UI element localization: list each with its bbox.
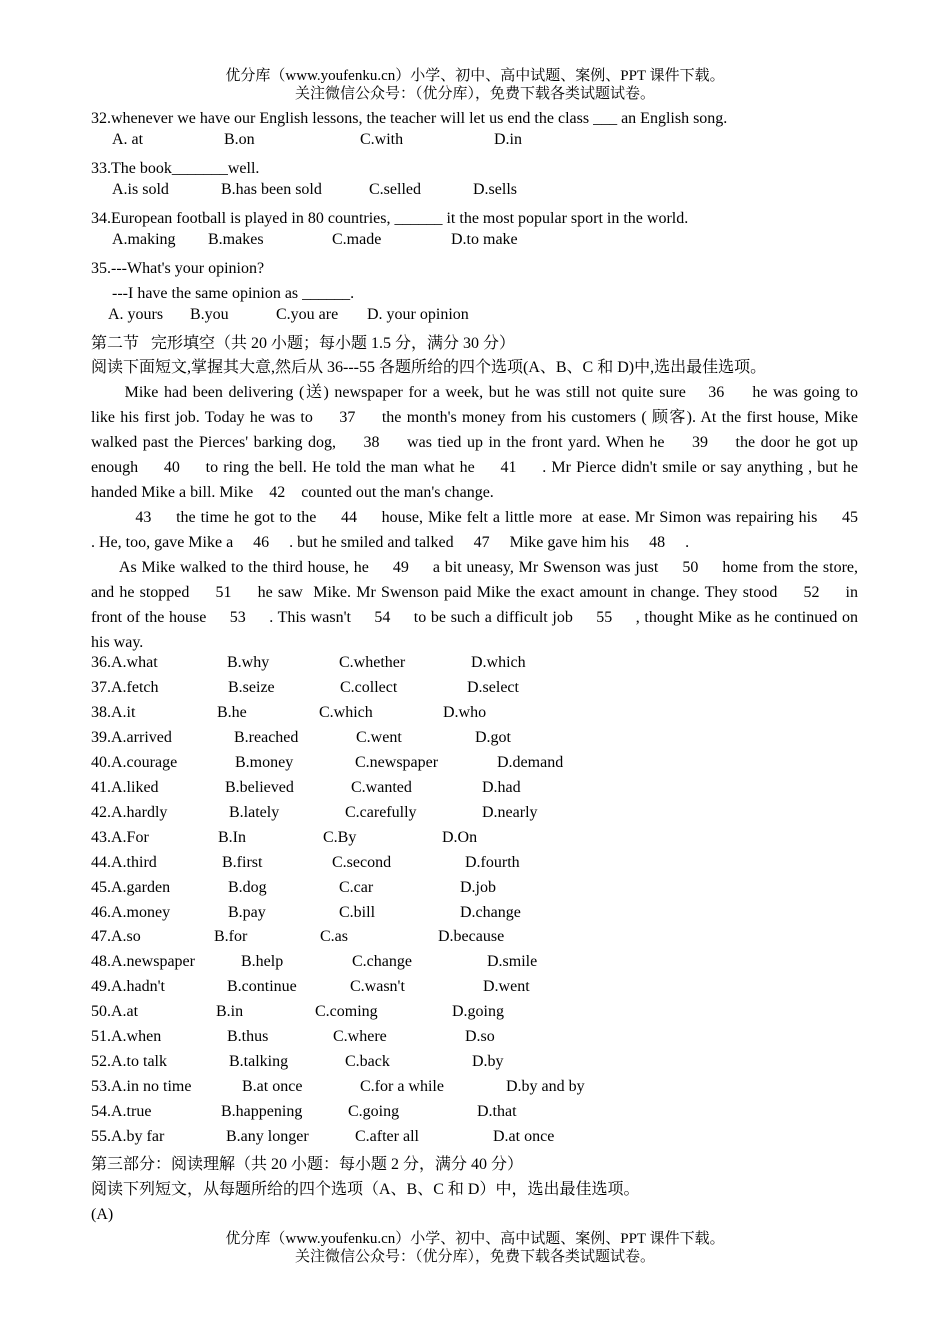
choice-q50-option-a: 50.A.at: [91, 1003, 139, 1021]
choice-q48-option-b: B.help: [241, 953, 284, 971]
q33-option-a: A.is sold: [112, 181, 169, 198]
q33-option-b: B.has been sold: [221, 181, 322, 198]
choice-q53-option-d: D.by and by: [506, 1078, 585, 1096]
choice-q40-option-c: C.newspaper: [355, 753, 439, 771]
q34-option-d: D.to make: [451, 231, 518, 248]
cloze-p2-line: . He, too, gave Mike a 46 . but he smiled and talked 47 Mike gave him his 48 .: [91, 534, 690, 551]
choice-q46-option-b: B.pay: [228, 903, 266, 921]
choice-q37-option-d: D.select: [467, 678, 519, 696]
q34-option-a: A.making: [112, 231, 176, 248]
choice-q41-option-c: C.wanted: [351, 778, 412, 796]
choice-q44-option-a: 44.A.third: [91, 853, 157, 871]
choice-q42-option-d: D.nearly: [482, 803, 538, 821]
choice-q38-option-d: D.who: [443, 703, 487, 721]
choice-q54-option-a: 54.A.true: [91, 1103, 152, 1121]
choice-q36-option-c: C.whether: [339, 654, 406, 671]
choice-q44-option-b: B.first: [222, 853, 263, 871]
q32-option-a: A. at: [112, 131, 144, 148]
choice-q40-option-a: 40.A.courage: [91, 753, 178, 771]
choice-q55-option-b: B.any longer: [226, 1128, 309, 1146]
choice-q44-option-c: C.second: [332, 853, 392, 871]
choice-q38-option-a: 38.A.it: [91, 703, 136, 721]
choice-q36-option-a: 36.A.what: [91, 654, 158, 671]
cloze-paragraph-3: [91, 555, 858, 655]
choice-q50-option-b: B.in: [216, 1003, 244, 1021]
choice-q45-option-a: 45.A.garden: [91, 878, 171, 896]
choice-q41-option-b: B.believed: [225, 778, 294, 796]
cloze-paragraph-1: [91, 380, 858, 505]
choice-q50-option-c: C.coming: [315, 1003, 378, 1021]
section-2-instruction: 阅读下面短文,掌握其大意,然后从 36---55 各题所给的四个选项(A、B、C 和 D)中,选出最佳选项。: [91, 359, 767, 376]
page-footer-line-2: 关注微信公众号：（优分库），免费下载各类试题试卷。: [294, 1249, 655, 1265]
choice-q47-option-c: C.as: [320, 928, 348, 946]
question-32-stem: 32.whenever we have our English lessons, the teacher will let us end the class ___ an English song.: [91, 110, 728, 127]
choice-q53-option-b: B.at once: [242, 1078, 303, 1096]
q35-option-a: A. yours: [108, 306, 164, 323]
cloze-p3-line: As Mike walked to the third house, he 49 a bit uneasy, Mr Swenson was just 50 home from the store,: [91, 559, 858, 576]
q35-option-d: D. your opinion: [367, 306, 469, 323]
q34-option-b: B.makes: [208, 231, 264, 248]
q33-option-d: D.sells: [473, 181, 517, 198]
page-header-line-2: 关注微信公众号：（优分库），免费下载各类试题试卷。: [294, 86, 655, 102]
choice-q55-option-a: 55.A.by far: [91, 1128, 165, 1146]
choice-q39-option-a: 39.A.arrived: [91, 728, 172, 746]
choice-q54-option-d: D.that: [477, 1103, 517, 1121]
choice-q43-option-d: D.On: [442, 828, 478, 846]
choice-q43-option-c: C.By: [323, 828, 357, 846]
q32-option-d: D.in: [494, 131, 522, 148]
q32-option-b: B.on: [224, 131, 255, 148]
choice-q43-option-a: 43.A.For: [91, 828, 149, 846]
choice-q41-option-d: D.had: [482, 778, 521, 796]
choice-q51-option-b: B.thus: [227, 1028, 269, 1046]
section-2-title: 第二节 完形填空（共 20 小题；每小题 1.5 分，满分 30 分）: [91, 335, 516, 352]
choice-q49-option-a: 49.A.hadn't: [91, 978, 165, 996]
choice-q39-option-b: B.reached: [234, 728, 299, 746]
choice-q42-option-a: 42.A.hardly: [91, 803, 168, 821]
choice-q37-option-b: B.seize: [228, 678, 275, 696]
question-34-stem: 34.European football is played in 80 countries, ______ it the most popular sport in the world.: [91, 210, 689, 227]
choice-q49-option-b: B.continue: [227, 978, 297, 996]
choice-q50-option-d: D.going: [452, 1003, 504, 1021]
q34-option-c: C.made: [332, 231, 382, 248]
cloze-p3-line: and he stopped 51 he saw Mike. Mr Swenson paid Mike the exact amount in change. They stood 52 in: [91, 584, 858, 601]
cloze-p3-line: front of the house 53 . This wasn't 54 to be such a difficult job 55 , thought Mike as he continued on: [91, 609, 858, 626]
q33-option-c: C.selled: [369, 181, 421, 198]
choice-q45-option-d: D.job: [460, 878, 496, 896]
page-footer-line-1: 优分库（www.youfenku.cn）小学、初中、高中试题、案例、PPT 课件下载。: [225, 1231, 725, 1247]
choice-q52-option-a: 52.A.to talk: [91, 1053, 167, 1071]
choice-q55-option-d: D.at once: [493, 1128, 555, 1146]
question-35-stem: 35.---What's your opinion?: [91, 260, 265, 277]
choice-q44-option-d: D.fourth: [465, 853, 520, 871]
choice-q52-option-b: B.talking: [229, 1053, 289, 1071]
choice-q51-option-d: D.so: [465, 1028, 495, 1046]
cloze-p2-line: 43 the time he got to the 44 house, Mike felt a little more at ease. Mr Simon was repairing his 45: [91, 509, 858, 526]
choice-q52-option-c: C.back: [345, 1053, 390, 1071]
choice-q48-option-d: D.smile: [487, 953, 538, 971]
choice-q47-option-b: B.for: [214, 928, 248, 946]
section-3-instruction: 阅读下列短文，从每题所给的四个选项（A、B、C 和 D）中，选出最佳选项。: [91, 1181, 640, 1198]
choice-q47-option-a: 47.A.so: [91, 928, 141, 946]
choice-q55-option-c: C.after all: [355, 1128, 419, 1146]
question-35-stem-2: ---I have the same opinion as ______.: [112, 285, 355, 302]
choice-q42-option-b: B.lately: [229, 803, 280, 821]
choice-q49-option-c: C.wasn't: [350, 978, 405, 996]
choice-q41-option-a: 41.A.liked: [91, 778, 159, 796]
choice-q48-option-a: 48.A.newspaper: [91, 953, 195, 971]
choice-q48-option-c: C.change: [352, 953, 412, 971]
cloze-p1-line: handed Mike a bill. Mike 42 counted out the man's change.: [91, 484, 494, 501]
cloze-paragraph-2: [91, 505, 858, 555]
choice-q39-option-d: D.got: [475, 728, 511, 746]
choice-q52-option-d: D.by: [472, 1053, 504, 1071]
choice-q46-option-d: D.change: [460, 903, 521, 921]
choice-q53-option-a: 53.A.in no time: [91, 1078, 192, 1096]
choice-q36-option-b: B.why: [227, 654, 270, 671]
choice-q54-option-b: B.happening: [221, 1103, 303, 1121]
choice-q45-option-c: C.car: [339, 878, 374, 896]
choice-q36-option-d: D.which: [471, 654, 526, 671]
section-3-title: 第三部分：阅读理解（共 20 小题：每小题 2 分，满分 40 分）: [91, 1156, 524, 1173]
choice-q37-option-a: 37.A.fetch: [91, 678, 159, 696]
choice-q45-option-b: B.dog: [228, 878, 267, 896]
choice-q37-option-c: C.collect: [340, 678, 398, 696]
cloze-p1-line: walked past the Pierces' barking dog, 38 was tied up in the front yard. When he 39 the door he got up: [91, 434, 858, 451]
choice-q38-option-b: B.he: [217, 703, 247, 721]
choice-q51-option-c: C.where: [333, 1028, 387, 1046]
choice-q54-option-c: C.going: [348, 1103, 400, 1121]
choice-q51-option-a: 51.A.when: [91, 1028, 162, 1046]
choice-q53-option-c: C.for a while: [360, 1078, 444, 1096]
choice-q40-option-d: D.demand: [497, 753, 564, 771]
cloze-p1-line: Mike had been delivering (送) newspaper for a week, but he was still not quite sure 36 he was going to: [91, 384, 858, 401]
cloze-p1-line: like his first job. Today he was to 37 the month's money from his customers ( 顾客). At the first house, Mike: [91, 409, 858, 426]
choice-q40-option-b: B.money: [235, 753, 294, 771]
page-header-line-1: 优分库（www.youfenku.cn）小学、初中、高中试题、案例、PPT 课件下载。: [225, 68, 725, 84]
choice-q38-option-c: C.which: [319, 703, 373, 721]
passage-label: (A): [91, 1206, 114, 1223]
choice-q43-option-b: B.In: [218, 828, 246, 846]
question-33-stem: 33.The book_______well.: [91, 160, 260, 177]
q35-option-c: C.you are: [276, 306, 339, 323]
cloze-p3-line: his way.: [91, 634, 144, 651]
q35-option-b: B.you: [190, 306, 229, 323]
q32-option-c: C.with: [360, 131, 404, 148]
choice-q46-option-c: C.bill: [339, 903, 376, 921]
choice-q42-option-c: C.carefully: [345, 803, 417, 821]
choice-q39-option-c: C.went: [356, 728, 402, 746]
choice-q46-option-a: 46.A.money: [91, 903, 171, 921]
choice-q49-option-d: D.went: [483, 978, 530, 996]
choice-q47-option-d: D.because: [438, 928, 505, 946]
cloze-p1-line: enough 40 to ring the bell. He told the man what he 41 . Mr Pierce didn't smile or say anything , but he: [91, 459, 858, 476]
